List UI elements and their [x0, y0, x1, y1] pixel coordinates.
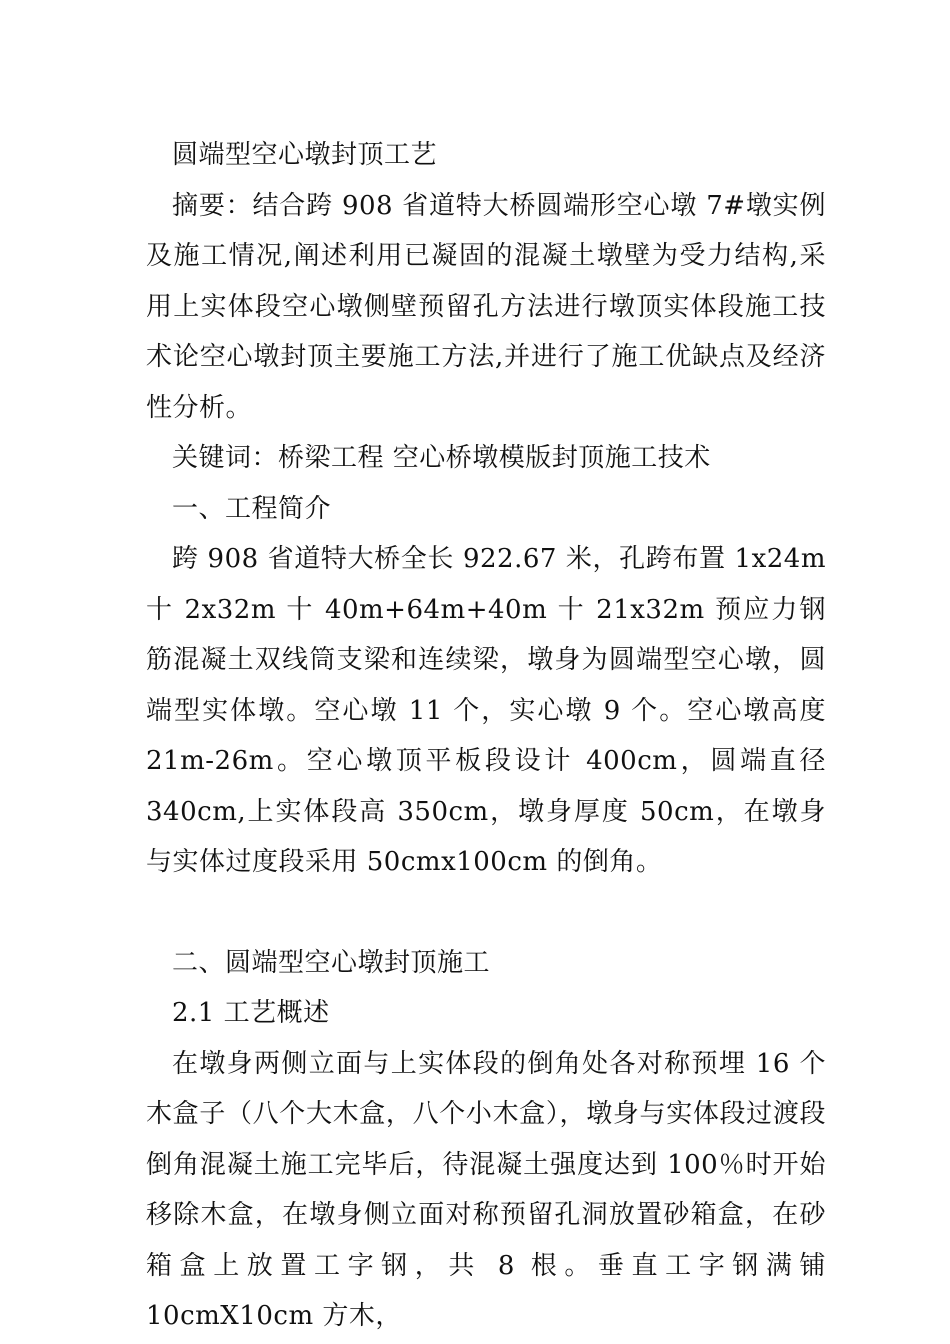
document-body [146, 130, 835, 1342]
section-2-heading: 二、圆端型空心墩封顶施工 [172, 947, 491, 978]
document-title: 圆端型空心墩封顶工艺 [172, 140, 438, 170]
keywords-line: 关键词：桥梁工程 空心桥墩模版封顶施工技术 [172, 443, 711, 473]
section-2-1-heading: 2.1 工艺概述 [172, 998, 330, 1028]
section-1-paragraph: 跨 908 省道特大桥全长 922.67 米，孔跨布置 1x24m 十 2x32m 十 40m+64m+40m 十 21x32m 预应力钢筋混凝土双线筒支梁和连续梁，墩身为圆端型空心墩，圆端型实体墩。空心墩 11 个，实心墩 9 个。空心墩高度 21m-26m。空心墩顶平板段设计 400cm，圆端直径 340cm,上实体段高 350cm，墩身厚度 50cm，在墩身与实体过度段采用 50cmx100cm 的倒角。 [146, 544, 835, 877]
section-1-heading: 一、工程简介 [172, 493, 332, 524]
paragraph-gap [146, 888, 826, 938]
abstract-paragraph: 摘要：结合跨 908 省道特大桥圆端形空心墩 7#墩实例及施工情况,阐述利用已凝固的混凝土墩壁为受力结构,采用上实体段空心墩侧壁预留孔方法进行墩顶实体段施工技术论空心墩封顶主要施工方法,并进行了施工优缺点及经济性分析。 [146, 190, 826, 423]
section-2-1-paragraph: 在墩身两侧立面与上实体段的倒角处各对称预埋 16 个木盒子（八个大木盒，八个小木盒），墩身与实体段过渡段倒角混凝土施工完毕后，待混凝土强度达到 100％时开始移除木盒，在墩身侧立面对称预留孔洞放置砂箱盒，在砂箱盒上放置工字钢，共 8 根。垂直工字钢满铺 10cmX10cm 方木， [146, 1048, 835, 1331]
